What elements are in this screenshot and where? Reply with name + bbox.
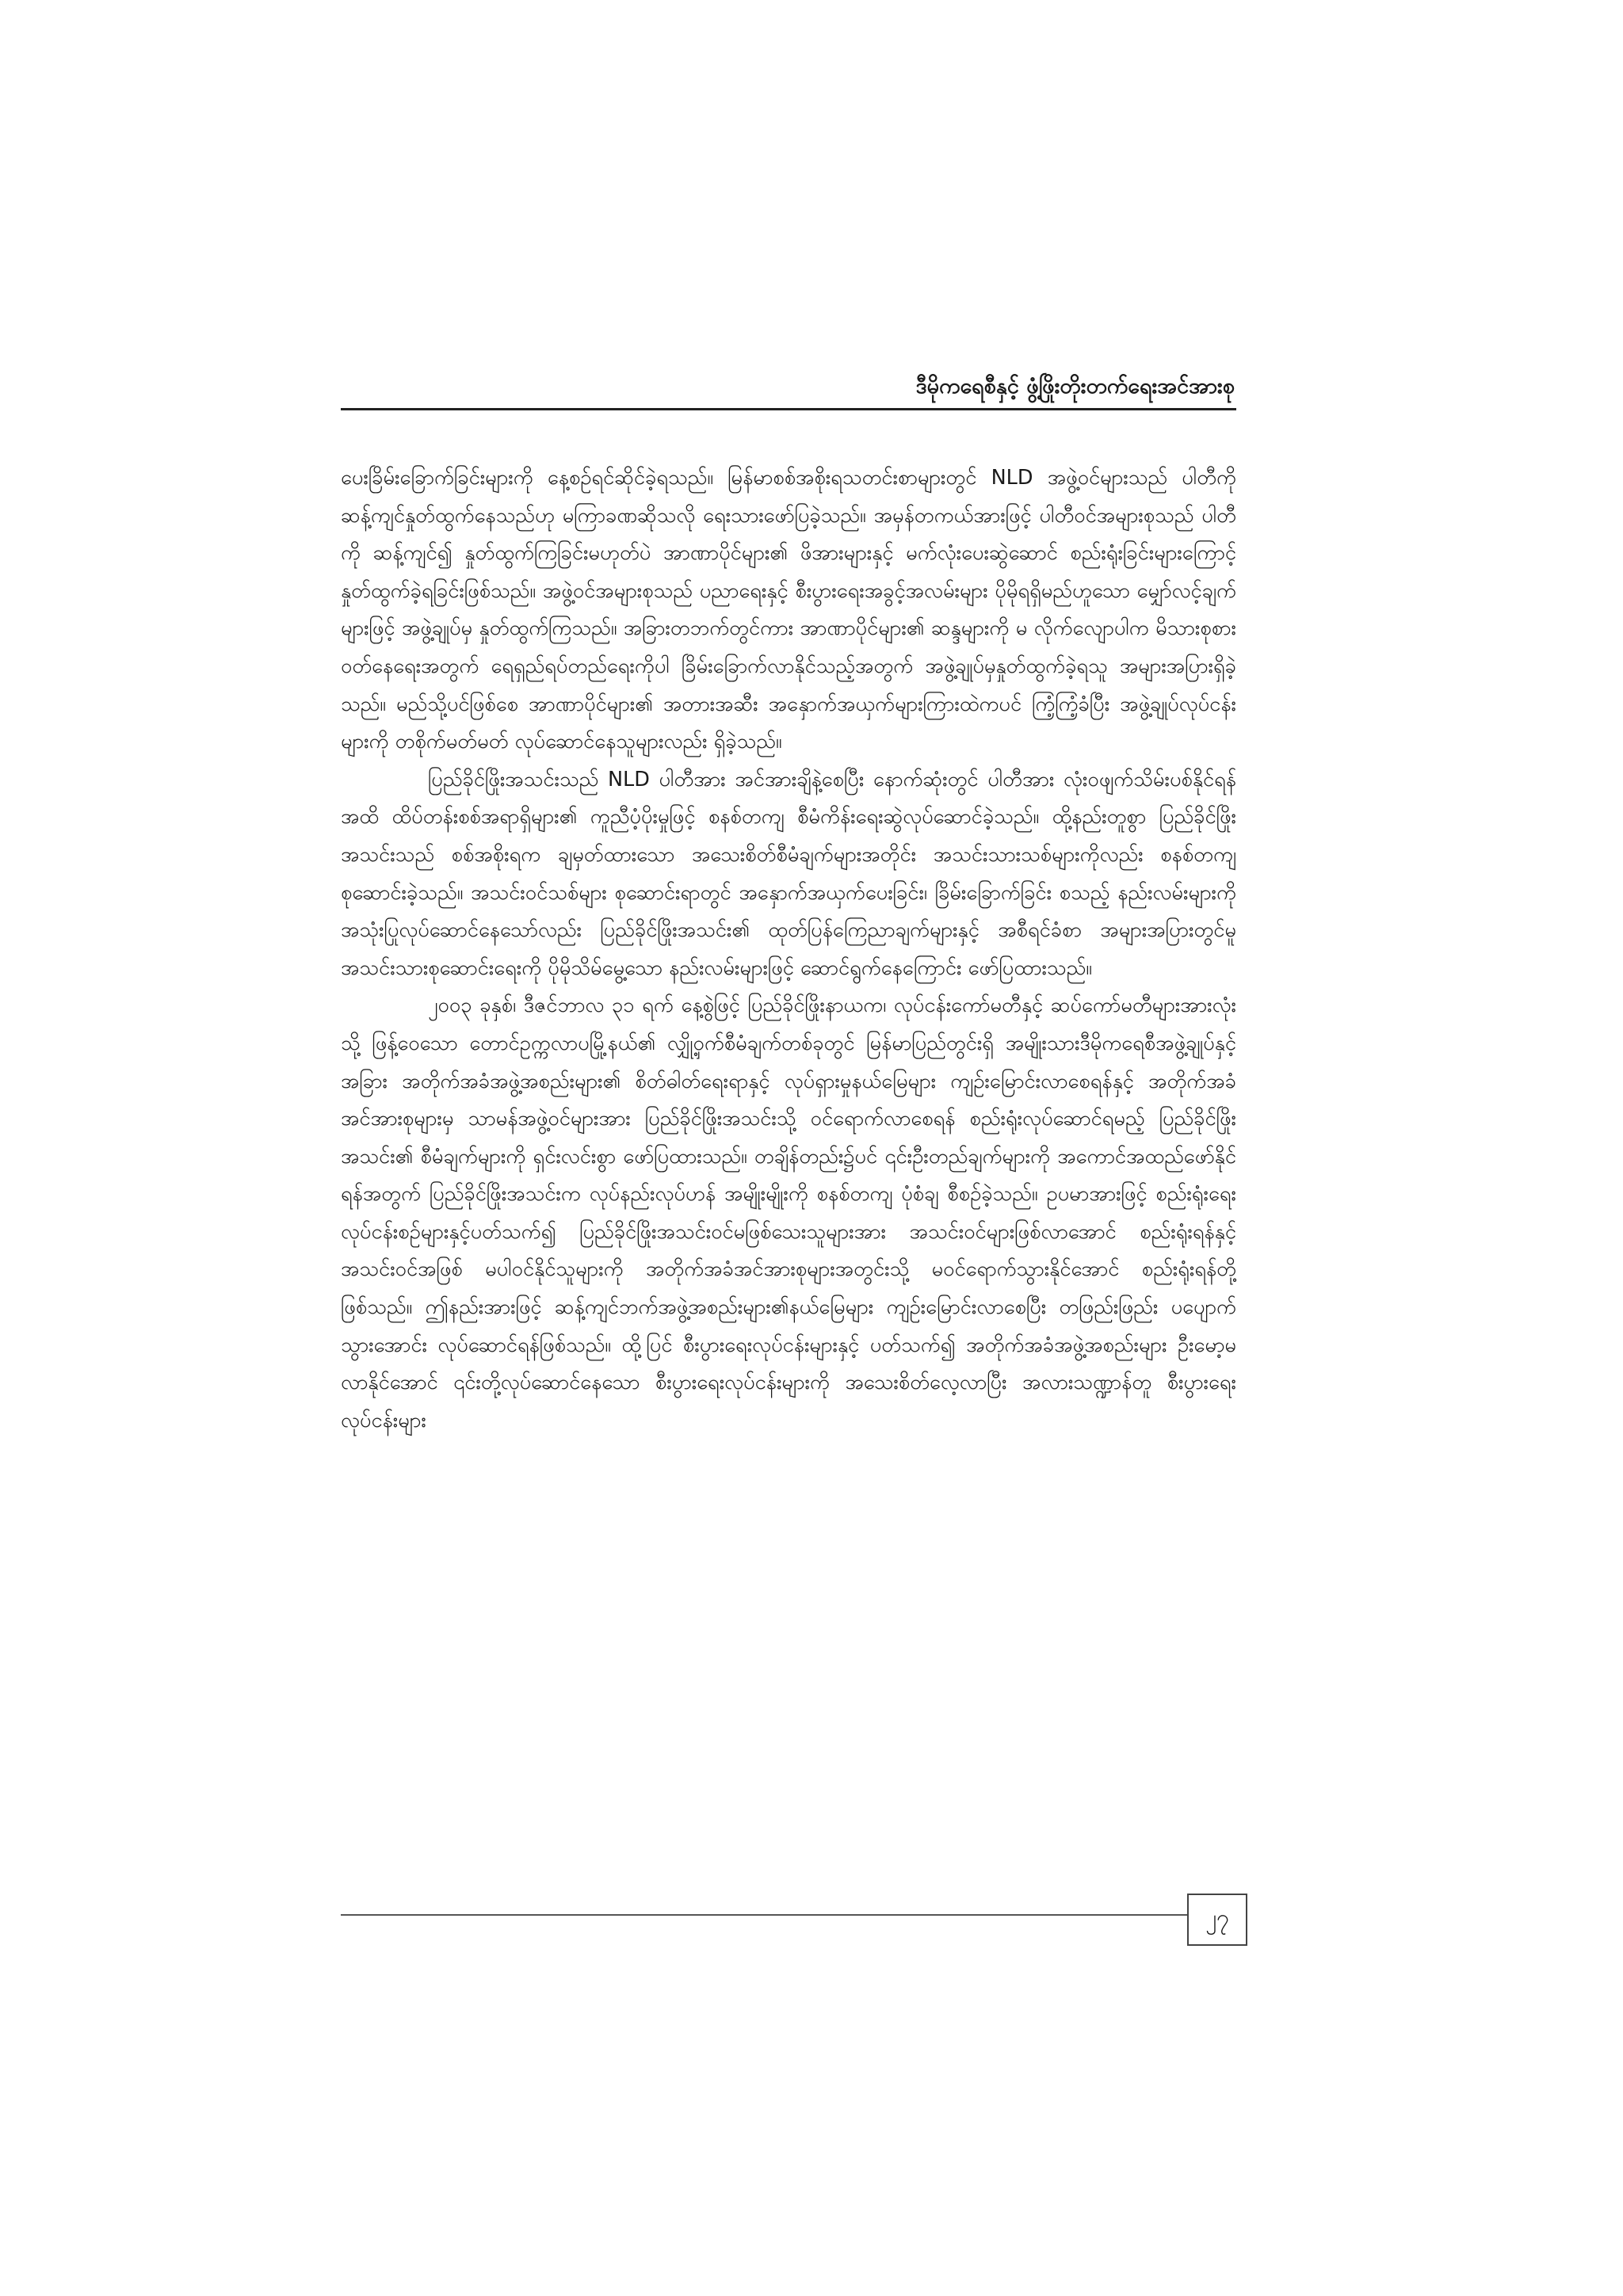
- header-rule: [341, 408, 1236, 410]
- running-head: ဒီမိုကရေစီနှင့် ဖွံ့ဖြိုးတိုးတက်ရေးအင်အားစု: [915, 374, 1235, 399]
- footer-rule: [341, 1914, 1187, 1916]
- paragraph: ပြည်ခိုင်ဖြိုးအသင်းသည် NLD ပါတီအား အင်အားချိနဲ့စေပြီး နောက်ဆုံးတွင် ပါတီအား လုံးဝဖျက်သိမ်းပစ်နိုင်ရန်အထိ ထိပ်တန်းစစ်အရာရှိများ၏ ကူညီပံ့ပိုးမှုဖြင့် စနစ်တကျ စီမံကိန်းရေးဆွဲလုပ်ဆောင်ခဲ့သည်။ ထို့နည်းတူစွာ ပြည်ခိုင်ဖြိုးအသင်းသည် စစ်အစိုးရက ချမှတ်ထားသော အသေးစိတ်စီမံချက်များအတိုင်း အသင်းသားသစ်များကိုလည်း စနစ်တကျ စုဆောင်းခဲ့သည်။ အသင်းဝင်သစ်များ စုဆောင်းရာတွင် အနှောက်အယှက်ပေးခြင်း၊ ခြိမ်းခြောက်ခြင်း စသည့် နည်းလမ်းများကို အသုံးပြုလုပ်ဆောင်နေသော်လည်း ပြည်ခိုင်ဖြိုးအသင်း၏ ထုတ်ပြန်ကြေညာချက်များနှင့် အစီရင်ခံစာ အများအပြားတွင်မူ အသင်းသားစုဆောင်းရေးကို ပိုမိုသိမ်မွေ့သော နည်းလမ်းများဖြင့် ဆောင်ရွက်နေကြောင်း ဖော်ပြထားသည်။: [341, 767, 1236, 980]
- paragraph: ပေးခြိမ်းခြောက်ခြင်းများကို နေ့စဉ်ရင်ဆိုင်ခဲ့ရသည်။ မြန်မာစစ်အစိုးရသတင်းစာများတွင် NLD အဖွဲ့ဝင်များသည် ပါတီကို ဆန့်ကျင်နှုတ်ထွက်နေသည်ဟု မကြာခဏဆိုသလို ရေးသားဖော်ပြခဲ့သည်။ အမှန်တကယ်အားဖြင့် ပါတီဝင်အများစုသည် ပါတီကို ဆန့်ကျင်၍ နှုတ်ထွက်ကြခြင်းမဟုတ်ပဲ အာဏာပိုင်များ၏ ဖိအားများနှင့် မက်လုံးပေးဆွဲဆောင် စည်းရုံးခြင်းများကြောင့် နှုတ်ထွက်ခဲ့ရခြင်းဖြစ်သည်။ အဖွဲ့ဝင်အများစုသည် ပညာရေးနှင့် စီးပွားရေးအခွင့်အလမ်းများ ပိုမိုရရှိမည်ဟူသော မျှော်လင့်ချက်များဖြင့် အဖွဲ့ချုပ်မှ နှုတ်ထွက်ကြသည်။ အခြားတဘက်တွင်ကား အာဏာပိုင်များ၏ ဆန္ဒများကို မ လိုက်လျောပါက မိသားစုစားဝတ်နေရေးအတွက် ရေရှည်ရပ်တည်ရေးကိုပါ ခြိမ်းခြောက်လာနိုင်သည့်အတွက် အဖွဲ့ချုပ်မှနှုတ်ထွက်ခဲ့ရသူ အများအပြားရှိခဲ့သည်။ မည်သို့ပင်ဖြစ်စေ အာဏာပိုင်များ၏ အတားအဆီး အနှောက်အယှက်များကြားထဲကပင် ကြံ့ကြံ့ခံပြီး အဖွဲ့ချုပ်လုပ်ငန်းများကို တစိုက်မတ်မတ် လုပ်ဆောင်နေသူများလည်း ရှိခဲ့သည်။: [341, 466, 1236, 754]
- paragraph: ၂၀၀၃ ခုနှစ်၊ ဒီဇင်ဘာလ ၃၁ ရက် နေ့စွဲဖြင့် ပြည်ခိုင်ဖြိုးနာယက၊ လုပ်ငန်းကော်မတီနှင့် ဆပ်ကော်မတီများအားလုံးသို့ ဖြန့်ဝေသော တောင်ဥက္ကလာပမြို့နယ်၏ လျှို့ဝှက်စီမံချက်တစ်ခုတွင် မြန်မာပြည်တွင်းရှိ အမျိုးသားဒီမိုကရေစီအဖွဲ့ချုပ်နှင့် အခြား အတိုက်အခံအဖွဲ့အစည်းများ၏ စိတ်ဓါတ်ရေးရာနှင့် လုပ်ရှားမှုနယ်မြေများ ကျဉ်းမြောင်းလာစေရန်နှင့် အတိုက်အခံအင်အားစုများမှ သာမန်အဖွဲ့ဝင်များအား ပြည်ခိုင်ဖြိုးအသင်းသို့ ဝင်ရောက်လာစေရန် စည်းရုံးလုပ်ဆောင်ရမည့် ပြည်ခိုင်ဖြိုးအသင်း၏ စီမံချက်များကို ရှင်းလင်းစွာ ဖော်ပြထားသည်။ တချိန်တည်း၌ပင် ၎င်းဦးတည်ချက်များကို အကောင်အထည်ဖော်နိုင်ရန်အတွက် ပြည်ခိုင်ဖြိုးအသင်းက လုပ်နည်းလုပ်ဟန် အမျိုးမျိုးကို စနစ်တကျ ပုံစံချ စီစဉ်ခဲ့သည်။ ဥပမာအားဖြင့် စည်းရုံးရေးလုပ်ငန်းစဉ်များနှင့်ပတ်သက်၍ ပြည်ခိုင်ဖြိုးအသင်းဝင်မဖြစ်သေးသူများအား အသင်းဝင်များဖြစ်လာအောင် စည်းရုံးရန်နှင့် အသင်းဝင်အဖြစ် မပါဝင်နိုင်သူများကို အတိုက်အခံအင်အားစုများအတွင်းသို့ မဝင်ရောက်သွားနိုင်အောင် စည်းရုံးရန်တို့ဖြစ်သည်။ ဤနည်းအားဖြင့် ဆန့်ကျင်ဘက်အဖွဲ့အစည်းများ၏နယ်မြေများ ကျဉ်းမြောင်းလာစေပြီး တဖြည်းဖြည်း ပပျောက်သွားအောင်း လုပ်ဆောင်ရန်ဖြစ်သည်။ ထို့ပြင် စီးပွားရေးလုပ်ငန်းများနှင့် ပတ်သက်၍ အတိုက်အခံအဖွဲ့အစည်းများ ဦးမော့မလာနိုင်အောင် ၎င်းတို့လုပ်ဆောင်နေသော စီးပွားရေးလုပ်ငန်းများကို အသေးစိတ်လေ့လာပြီး အလားသဏ္ဍာန်တူ စီးပွားရေးလုပ်ငန်းများ: [341, 994, 1236, 1432]
- page-number-box: [1187, 1894, 1247, 1946]
- page-number: ၂၇: [1205, 1905, 1229, 1931]
- body-text: [341, 460, 1236, 1440]
